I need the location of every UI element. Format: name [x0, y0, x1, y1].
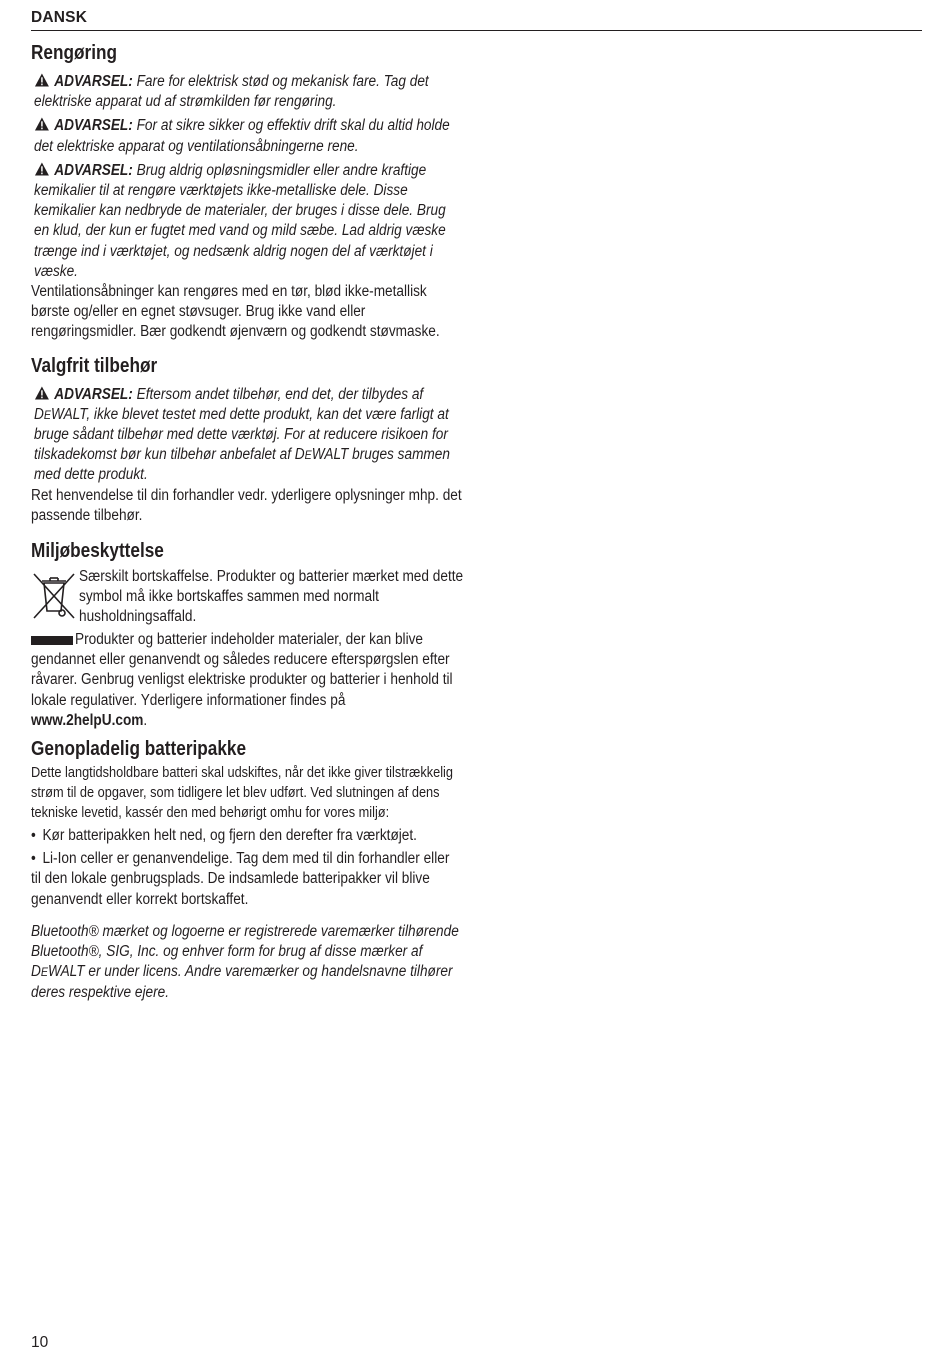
accessories-section	[31, 353, 463, 526]
list-item: • Kør batteripakken helt ned, og fjern den derefter fra værktøjet.	[31, 827, 417, 845]
warning-text: Brug aldrig opløsningsmidler eller andre kraftige kemikalier til at rengøre værktøjets ikke-metalliske dele. Disse kemikalier kan nedbryde de materialer, der bruges i disse dele. Brug en klud, der kun er fugtet med vand og mild sæbe. Lad aldrig væske trænge ind i værktøjet, og nedsænk aldrig nogen del af værktøjet i væske.	[34, 161, 446, 280]
warning-triangle-icon	[34, 162, 50, 176]
warning-paragraph	[31, 72, 463, 112]
warning-label: ADVARSEL:	[54, 117, 133, 135]
weee-text: Særskilt bortskaffelse. Produkter og batterier mærket med dette symbol må ikke bortskaffes sammen med normalt husholdningsaffald.	[79, 568, 464, 626]
cleaning-body: Ventilationsåbninger kan rengøres med en tør, blød ikke-metallisk børste og/eller en egnet støvsuger. Brug ikke vand eller rengøringsmidler. Bær godkendt øjenværn og godkendt støvmaske.	[31, 283, 440, 341]
warning-label: ADVARSEL:	[54, 73, 133, 90]
warning-triangle-icon	[34, 117, 50, 131]
list-item: • Li-Ion celler er genanvendelige. Tag dem med til din forhandler eller til den lokale genbrugsplads. De indsamlede batteripakker vil blive genanvendt eller korrekt bortskaffet.	[31, 850, 450, 908]
warning-text: For at sikre sikker og effektiv drift skal du altid holde det elektriske apparat og ventilationsåbningerne rene.	[34, 117, 450, 155]
warning-text: Fare for elektrisk stød og mekanisk fare. Tag det elektriske apparat ud af strømkilden før rengøring.	[34, 73, 429, 111]
warning-paragraph: ADVARSEL: Eftersom andet tilbehør, end det, der tilbydes af DEWALT, ikke blevet testet med dette produkt, kan det være farligt at bruge sådant tilbehør med dette værktøj. For at reducere risikoen for tilskadekomst bør kun tilbehør anbefalet af DEWALT bruges sammen med dette produkt.	[34, 385, 450, 484]
cleaning-section	[31, 40, 463, 343]
page-header	[31, 8, 922, 31]
trademark-notice: Bluetooth® mærket og logoerne er registrerede varemærker tilhørende Bluetooth®, SIG, Inc. og enhver form for brug af disse mærker af DEWALT er under licens. Andre varemærker og handelsnavne tilhører deres respektive ejere.	[31, 922, 459, 1001]
warning-triangle-icon	[34, 386, 50, 400]
warning-label: ADVARSEL:	[54, 385, 133, 403]
environment-body: Produkter og batterier indeholder materialer, der kan blive gendannet eller genanvendt og således reducere efterspørgslen efter råvarer. Genbrug venligst elektriske produkter og batterier i henhold til lokale regulativer. Yderligere informationer findes på www.2helpU.com.	[31, 631, 453, 729]
battery-body: Dette langtidsholdbare batteri skal udskiftes, når det ikke giver tilstrækkelig strøm til de opgaver, som tidligere let blev udført. Ved slutningen af dens tekniske levetid, kassér den med behørigt omhu for vores miljø:	[31, 765, 454, 822]
warning-paragraph	[31, 116, 463, 156]
website-link[interactable]: www.2helpU.com	[31, 711, 144, 729]
battery-heading: Genopladelig batteripakke	[31, 738, 247, 761]
accessories-heading: Valgfrit tilbehør	[31, 354, 158, 377]
warning-triangle-icon	[34, 73, 50, 87]
page-number: 10	[31, 1334, 49, 1351]
cleaning-heading: Rengøring	[31, 42, 117, 64]
crossed-out-wheelie-bin-icon	[31, 571, 77, 621]
battery-section	[31, 736, 463, 910]
warning-paragraph	[31, 161, 463, 282]
accessories-body: Ret henvendelse til din forhandler vedr. yderligere oplysninger mhp. det passende tilbehør.	[31, 486, 462, 524]
environment-heading: Miljøbeskyttelse	[31, 540, 164, 563]
language-label: DANSK	[31, 9, 88, 26]
warning-label: ADVARSEL:	[54, 161, 133, 179]
environment-section	[31, 538, 463, 731]
content-column	[31, 40, 463, 1003]
